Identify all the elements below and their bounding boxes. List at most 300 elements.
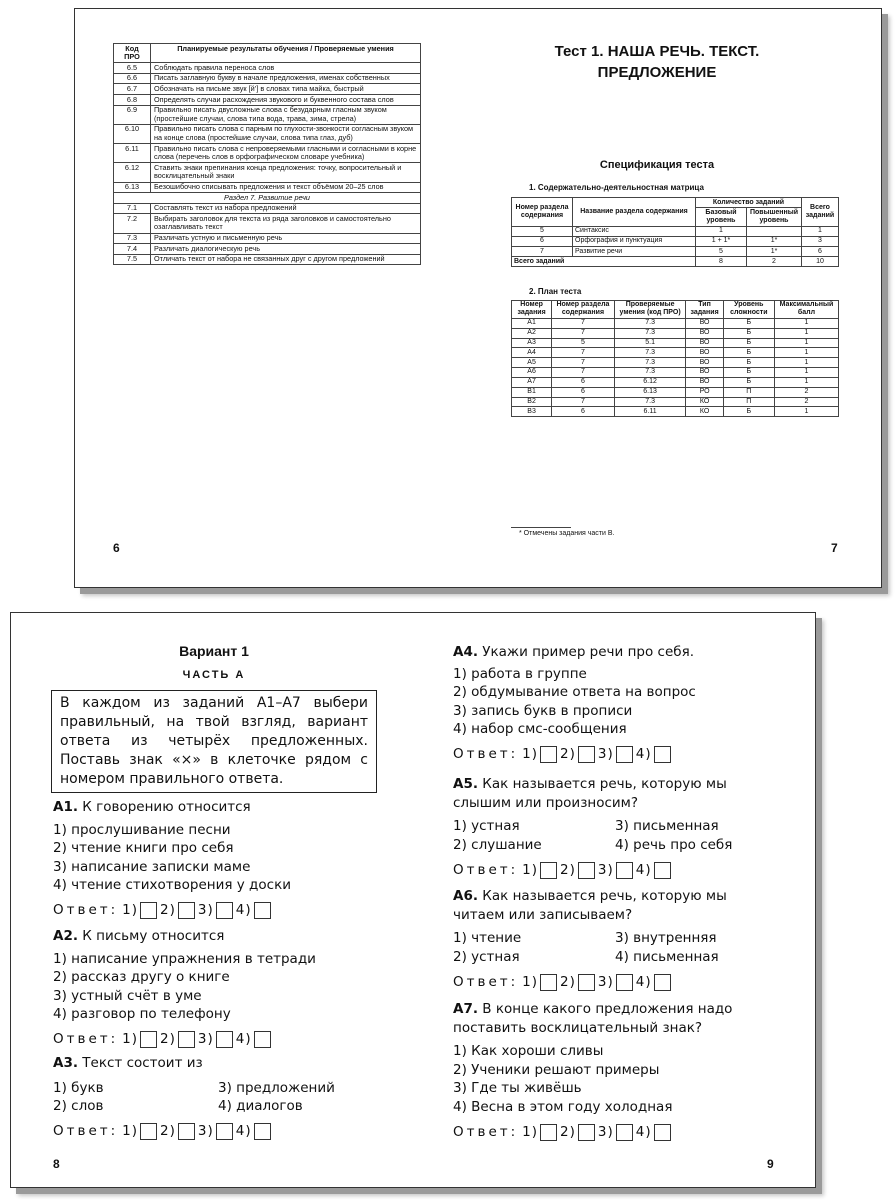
outcome-code: 6.9: [114, 105, 151, 124]
answer-label: Ответ:: [53, 902, 119, 919]
answer-option-number: 3): [597, 861, 614, 878]
outcome-code: 6.11: [114, 144, 151, 163]
answer-option-number: 1): [122, 1123, 139, 1140]
matrix-row: [512, 246, 839, 256]
question-a7-option-2: 2) Ученики решают примеры: [453, 1061, 660, 1078]
question-a1-prompt: [53, 798, 383, 817]
matrix-cell: 1*: [747, 236, 802, 246]
plan-row: [512, 328, 839, 338]
plan-cell: Б: [723, 407, 774, 417]
question-a2-text: К письму относится: [82, 928, 225, 944]
question-a6-number: А6.: [453, 888, 478, 904]
answer-option: [636, 1123, 671, 1142]
answer-checkbox[interactable]: [578, 974, 595, 991]
question-a6-text: Как называется речь, которую мы читаем или записываем?: [453, 888, 727, 923]
answer-checkbox[interactable]: [616, 1124, 633, 1141]
outcome-text: Обозначать на письме звук [й’] в словах типа майка, быстрый: [151, 84, 421, 95]
plan-cell: 2: [774, 387, 838, 397]
question-a5: [453, 775, 777, 880]
plan-cell: 1: [774, 328, 838, 338]
plan-header-cell: Тип задания: [686, 301, 723, 319]
answer-option: [198, 901, 233, 920]
answer-row-a7: [453, 1122, 777, 1142]
plan-cell: 1: [774, 377, 838, 387]
question-a3-option-4: 4) диалогов: [218, 1098, 303, 1114]
question-a7-option-3: 3) Где ты живёшь: [453, 1080, 582, 1096]
outcome-row: [114, 144, 421, 163]
question-a4-option-4: 4) набор смс-сообщения: [453, 721, 627, 737]
matrix-cell: [747, 226, 802, 236]
plan-cell: 6: [552, 407, 615, 417]
outcome-code: 7.3: [114, 233, 151, 244]
outcome-text: Писать заглавную букву в начале предложения, именах собственных: [151, 73, 421, 84]
question-a2: [53, 927, 383, 1050]
plan-cell: ВО: [686, 338, 723, 348]
plan-header-cell: Проверяемые умения (код ПРО): [614, 301, 686, 319]
outcomes-table-body: [114, 63, 421, 265]
outcome-code: 6.8: [114, 95, 151, 106]
matrix-table: [511, 197, 839, 267]
answer-option-number: 4): [235, 1031, 252, 1048]
answer-option: [236, 1122, 271, 1141]
plan-cell: Б: [723, 318, 774, 328]
answer-option-number: 3): [597, 1123, 614, 1140]
question-a1-number: А1.: [53, 799, 78, 815]
answer-checkbox[interactable]: [578, 862, 595, 879]
answer-option: [560, 973, 595, 992]
plan-cell: Б: [723, 377, 774, 387]
answer-checkbox[interactable]: [578, 746, 595, 763]
question-a4-text: Укажи пример речи про себя.: [482, 644, 695, 660]
test-title: [507, 41, 807, 83]
answer-checkbox[interactable]: [616, 974, 633, 991]
outcomes-table-header: [114, 44, 421, 63]
answer-option-number: 2): [160, 902, 176, 919]
plan-cell: В2: [512, 397, 552, 407]
answer-checkbox[interactable]: [140, 1031, 157, 1048]
answer-option-number: 3): [197, 1123, 214, 1140]
answer-option: [598, 1123, 633, 1142]
outcome-row: [114, 182, 421, 193]
matrix-cell: 1: [802, 226, 839, 236]
matrix-total-label: Всего заданий: [512, 257, 696, 267]
answer-option-number: 2): [560, 746, 576, 763]
answer-option: [598, 861, 633, 880]
matrix-total-all: 10: [802, 257, 839, 267]
matrix-cell: 3: [802, 236, 839, 246]
outcome-text: Отличать текст от набора не связанных друг с другом предложений: [151, 254, 421, 265]
answer-label: Ответ:: [453, 746, 519, 763]
matrix-header-section-name: Название раздела содержания: [573, 198, 696, 227]
matrix-cell: 5: [696, 246, 747, 256]
answer-checkbox[interactable]: [140, 1123, 157, 1140]
plan-cell: 6: [552, 377, 615, 387]
answer-option-number: 2): [560, 973, 576, 990]
instruction-box: В каждом из заданий А1–А7 выбери правильный, на твой взгляд, вариант ответа из четырёх предложенных. Поставь знак «×» в клеточке рядом с номером правильного ответа.: [51, 690, 377, 793]
plan-cell: В3: [512, 407, 552, 417]
question-a5-option-4: 4) речь про себя: [615, 836, 733, 853]
answer-option: [522, 973, 557, 992]
spec-title: Спецификация теста: [599, 159, 715, 171]
bottom-spread: [10, 612, 816, 1188]
matrix-title: 1. Содержательно-деятельностная матрица: [529, 183, 704, 192]
plan-table-body: [512, 318, 839, 416]
outcome-row: [114, 193, 421, 204]
answer-option: [122, 1030, 157, 1049]
answer-option-number: 4): [635, 1123, 652, 1140]
plan-cell: 1: [774, 407, 838, 417]
answer-option-number: 4): [635, 973, 652, 990]
question-a5-number: А5.: [453, 776, 478, 792]
answer-option: [636, 973, 671, 992]
matrix-table-body: [512, 226, 839, 257]
answer-option: [122, 1122, 157, 1141]
outcome-text: Ставить знаки препинания конца предложения: точку, вопросительный и восклицательный знаки: [151, 163, 421, 182]
question-a1-option-1: 1) прослушивание песни: [53, 821, 231, 838]
outcome-text: Правильно писать слова с непроверяемыми гласными и согласными в корне слова (перечень слов в орфографическом словаре учебника): [151, 144, 421, 163]
answer-row-a4: [453, 745, 793, 765]
plan-cell: ВО: [686, 368, 723, 378]
plan-cell: А1: [512, 318, 552, 328]
question-a1-options: [53, 821, 383, 895]
answer-option-number: 2): [160, 1031, 176, 1048]
plan-cell: ВО: [686, 328, 723, 338]
outcome-text: Соблюдать правила переноса слов: [151, 63, 421, 74]
answer-label: Ответ:: [53, 1031, 119, 1048]
answer-checkbox[interactable]: [616, 746, 633, 763]
plan-cell: 6.13: [614, 387, 686, 397]
answer-option: [198, 1122, 233, 1141]
answer-checkbox[interactable]: [216, 1123, 233, 1140]
plan-cell: А2: [512, 328, 552, 338]
outcome-text: Различать диалогическую речь: [151, 244, 421, 255]
page-number-6: 6: [113, 541, 120, 555]
question-a4-option-3: 3) запись букв в прописи: [453, 702, 633, 719]
answer-option: [636, 745, 671, 764]
answer-option-number: 4): [235, 1123, 252, 1140]
matrix-row: [512, 236, 839, 246]
question-a5-option-1: 1) устная: [453, 818, 520, 834]
plan-cell: 1: [774, 358, 838, 368]
outcome-code: 6.10: [114, 124, 151, 143]
outcome-text: Правильно писать слова с парным по глухости-звонкости согласным звуком на конце слова (простейшие случаи, слова типа глаз, дуб): [151, 124, 421, 143]
answer-option-number: 1): [522, 973, 539, 990]
answer-checkbox[interactable]: [654, 746, 671, 763]
answer-checkbox[interactable]: [216, 1031, 233, 1048]
plan-cell: 7: [552, 397, 615, 407]
answer-option: [598, 745, 633, 764]
header-code: Код ПРО: [114, 44, 151, 63]
plan-row: [512, 358, 839, 368]
answer-row-a1: [53, 901, 383, 921]
plan-cell: Б: [723, 348, 774, 358]
plan-cell: 5.1: [614, 338, 686, 348]
question-a3: [53, 1054, 383, 1142]
answer-option-number: 3): [197, 902, 214, 919]
plan-cell: 7: [552, 328, 615, 338]
question-a4: [453, 643, 793, 765]
question-a2-option-2: 2) рассказ другу о книге: [53, 969, 230, 985]
answer-option-number: 2): [560, 1123, 576, 1140]
plan-cell: А4: [512, 348, 552, 358]
question-a5-text: Как называется речь, которую мы слышим или произносим?: [453, 776, 727, 811]
plan-cell: А3: [512, 338, 552, 348]
question-a3-option-1: 1) букв: [53, 1079, 104, 1096]
plan-cell: А6: [512, 368, 552, 378]
plan-cell: 7.3: [614, 348, 686, 358]
question-a2-option-1: 1) написание упражнения в тетради: [53, 950, 316, 967]
outcome-text: Безошибочно списывать предложения и текст объёмом 20–25 слов: [151, 182, 421, 193]
answer-option: [598, 973, 633, 992]
question-a5-options: [453, 817, 777, 854]
question-a3-prompt: [53, 1054, 383, 1073]
outcome-code: 7.4: [114, 244, 151, 255]
question-a4-options: [453, 665, 793, 739]
question-a2-prompt: [53, 927, 383, 946]
outcome-text: Выбирать заголовок для текста из ряда заголовков и самостоятельно озаглавливать текст: [151, 214, 421, 233]
outcome-row: [114, 95, 421, 106]
question-a2-number: А2.: [53, 928, 78, 944]
question-a4-option-1: 1) работа в группе: [453, 665, 587, 682]
answer-checkbox[interactable]: [178, 902, 195, 919]
question-a6: [453, 887, 777, 992]
plan-header-cell: Номер задания: [512, 301, 552, 319]
answer-option-number: 4): [635, 861, 652, 878]
question-a1: [53, 798, 383, 921]
answer-option: [522, 861, 557, 880]
question-a4-number: А4.: [453, 644, 478, 660]
outcome-row: [114, 203, 421, 214]
outcome-code: 7.5: [114, 254, 151, 265]
outcome-row: [114, 244, 421, 255]
plan-cell: 7.3: [614, 318, 686, 328]
question-a4-prompt: [453, 643, 793, 662]
answer-option-number: 4): [635, 746, 652, 763]
matrix-cell: 7: [512, 246, 573, 256]
answer-option-number: 2): [160, 1123, 176, 1140]
plan-cell: ВО: [686, 348, 723, 358]
plan-header-cell: Номер раздела содержания: [552, 301, 615, 319]
answer-option: [522, 745, 557, 764]
plan-cell: КО: [686, 397, 723, 407]
answer-option-number: 3): [597, 973, 614, 990]
outcome-row: [114, 73, 421, 84]
answer-row-a3: [53, 1122, 383, 1142]
answer-option-number: 1): [122, 1031, 139, 1048]
answer-checkbox[interactable]: [654, 974, 671, 991]
answer-row-a5: [453, 860, 777, 880]
question-a2-options: [53, 950, 383, 1024]
answer-checkbox[interactable]: [178, 1031, 195, 1048]
matrix-total-basic: 8: [696, 257, 747, 267]
plan-cell: 6: [552, 387, 615, 397]
answer-checkbox[interactable]: [216, 902, 233, 919]
question-a2-option-3: 3) устный счёт в уме: [53, 987, 202, 1004]
question-a7-prompt: [453, 1000, 777, 1037]
question-a7-option-4: 4) Весна в этом году холодная: [453, 1098, 673, 1115]
matrix-cell: 1 + 1*: [696, 236, 747, 246]
outcomes-table: [113, 43, 421, 265]
question-a6-option-2: 2) устная: [453, 948, 520, 965]
question-a2-option-4: 4) разговор по телефону: [53, 1006, 231, 1022]
question-a5-prompt: [453, 775, 777, 812]
question-a7-number: А7.: [453, 1001, 478, 1017]
outcome-row: [114, 105, 421, 124]
matrix-header-basic: Базовый уровень: [696, 208, 747, 226]
answer-label: Ответ:: [453, 861, 519, 878]
plan-cell: 7: [552, 318, 615, 328]
plan-title: 2. План теста: [529, 287, 582, 296]
answer-option: [636, 861, 671, 880]
footnote-rule: [511, 527, 571, 528]
plan-cell: 6.12: [614, 377, 686, 387]
answer-checkbox[interactable]: [540, 746, 557, 763]
header-outcome: Планируемые результаты обучения / Проверяемые умения: [151, 44, 421, 63]
answer-option: [560, 861, 595, 880]
question-a1-option-2: 2) чтение книги про себя: [53, 840, 234, 856]
outcome-row: [114, 254, 421, 265]
answer-option-number: 4): [235, 902, 252, 919]
question-a3-options: [53, 1079, 383, 1116]
answer-option-number: 3): [197, 1031, 214, 1048]
question-a6-option-3: 3) внутренняя: [615, 930, 717, 946]
answer-option: [522, 1123, 557, 1142]
plan-cell: А7: [512, 377, 552, 387]
matrix-header-count: Количество заданий: [696, 198, 802, 208]
answer-option-number: 1): [522, 861, 539, 878]
answer-option-number: 3): [597, 746, 614, 763]
answer-checkbox[interactable]: [540, 974, 557, 991]
plan-cell: 7.3: [614, 397, 686, 407]
plan-cell: 2: [774, 397, 838, 407]
plan-cell: Б: [723, 338, 774, 348]
matrix-cell: Развитие речи: [573, 246, 696, 256]
question-a5-option-3: 3) письменная: [615, 818, 719, 834]
outcome-row: [114, 84, 421, 95]
plan-table-header: [512, 301, 839, 319]
question-a6-option-1: 1) чтение: [453, 930, 522, 946]
plan-cell: В1: [512, 387, 552, 397]
outcome-code: 6.5: [114, 63, 151, 74]
answer-checkbox[interactable]: [578, 1124, 595, 1141]
plan-cell: Б: [723, 328, 774, 338]
answer-checkbox[interactable]: [140, 902, 157, 919]
answer-checkbox[interactable]: [540, 1124, 557, 1141]
test-title-line-1: Тест 1. НАША РЕЧЬ. ТЕКСТ.: [554, 43, 760, 60]
answer-option-number: 1): [522, 746, 539, 763]
question-a7: [453, 1000, 777, 1142]
question-a1-text: К говорению относится: [82, 799, 251, 815]
answer-option-number: 1): [122, 902, 139, 919]
answer-checkbox[interactable]: [254, 1123, 271, 1140]
answer-checkbox[interactable]: [254, 902, 271, 919]
plan-row: [512, 407, 839, 417]
answer-checkbox[interactable]: [540, 862, 557, 879]
page-number-9: 9: [767, 1157, 774, 1171]
plan-cell: 7.3: [614, 358, 686, 368]
plan-header-cell: Уровень сложности: [723, 301, 774, 319]
outcome-text: Различать устную и письменную речь: [151, 233, 421, 244]
outcome-text: Правильно писать двусложные слова с безударным гласным звуком (простейшие случаи, слова типа вода, трава, зима, стрела): [151, 105, 421, 124]
plan-cell: ВО: [686, 377, 723, 387]
part-label: ЧАСТЬ А: [182, 669, 246, 681]
plan-cell: 7: [552, 368, 615, 378]
question-a7-options: [453, 1042, 777, 1116]
question-a3-text: Текст состоит из: [82, 1055, 203, 1071]
answer-option: [198, 1030, 233, 1049]
answer-option: [160, 1122, 195, 1141]
outcome-row: [114, 214, 421, 233]
plan-cell: Б: [723, 368, 774, 378]
outcome-row: [114, 163, 421, 182]
question-a7-option-1: 1) Как хороши сливы: [453, 1043, 604, 1059]
plan-cell: 7.3: [614, 368, 686, 378]
answer-checkbox[interactable]: [616, 862, 633, 879]
plan-cell: П: [723, 387, 774, 397]
answer-label: Ответ:: [453, 973, 519, 990]
question-a6-prompt: [453, 887, 777, 924]
matrix-cell: 1*: [747, 246, 802, 256]
outcome-code: 6.7: [114, 84, 151, 95]
answer-option: [160, 1030, 195, 1049]
answer-checkbox[interactable]: [654, 862, 671, 879]
answer-option: [236, 1030, 271, 1049]
plan-table: [511, 300, 839, 417]
answer-label: Ответ:: [53, 1123, 119, 1140]
question-a3-option-3: 3) предложений: [218, 1079, 335, 1096]
footnote: * Отмечены задания части В.: [519, 530, 615, 537]
plan-row: [512, 397, 839, 407]
matrix-cell: 5: [512, 226, 573, 236]
question-a6-options: [453, 929, 777, 966]
answer-option-number: 2): [560, 861, 576, 878]
plan-cell: 5: [552, 338, 615, 348]
plan-cell: 7.3: [614, 328, 686, 338]
matrix-total-row: [512, 257, 839, 267]
question-a4-option-2: 2) обдумывание ответа на вопрос: [453, 684, 696, 700]
question-a6-option-4: 4) письменная: [615, 948, 719, 965]
outcome-code: 6.13: [114, 182, 151, 193]
plan-cell: 1: [774, 368, 838, 378]
question-a3-option-2: 2) слов: [53, 1098, 104, 1114]
test-title-line-2: ПРЕДЛОЖЕНИЕ: [597, 64, 717, 81]
question-a3-number: А3.: [53, 1055, 78, 1071]
matrix-cell: 1: [696, 226, 747, 236]
answer-option: [560, 1123, 595, 1142]
variant-title: Вариант 1: [179, 643, 249, 659]
plan-row: [512, 318, 839, 328]
plan-cell: П: [723, 397, 774, 407]
outcome-row: [114, 233, 421, 244]
matrix-cell: 6: [512, 236, 573, 246]
plan-cell: Б: [723, 358, 774, 368]
answer-row-a2: [53, 1030, 383, 1050]
plan-cell: ВО: [686, 318, 723, 328]
answer-option: [236, 901, 271, 920]
matrix-cell: Синтаксис: [573, 226, 696, 236]
answer-checkbox[interactable]: [254, 1031, 271, 1048]
outcome-text: Составлять текст из набора предложений: [151, 203, 421, 214]
answer-label: Ответ:: [453, 1123, 519, 1140]
plan-row: [512, 338, 839, 348]
answer-checkbox[interactable]: [654, 1124, 671, 1141]
plan-cell: ВО: [686, 358, 723, 368]
outcome-row: [114, 63, 421, 74]
answer-checkbox[interactable]: [178, 1123, 195, 1140]
plan-cell: 1: [774, 318, 838, 328]
plan-header-cell: Максимальный балл: [774, 301, 838, 319]
matrix-total-advanced: 2: [747, 257, 802, 267]
